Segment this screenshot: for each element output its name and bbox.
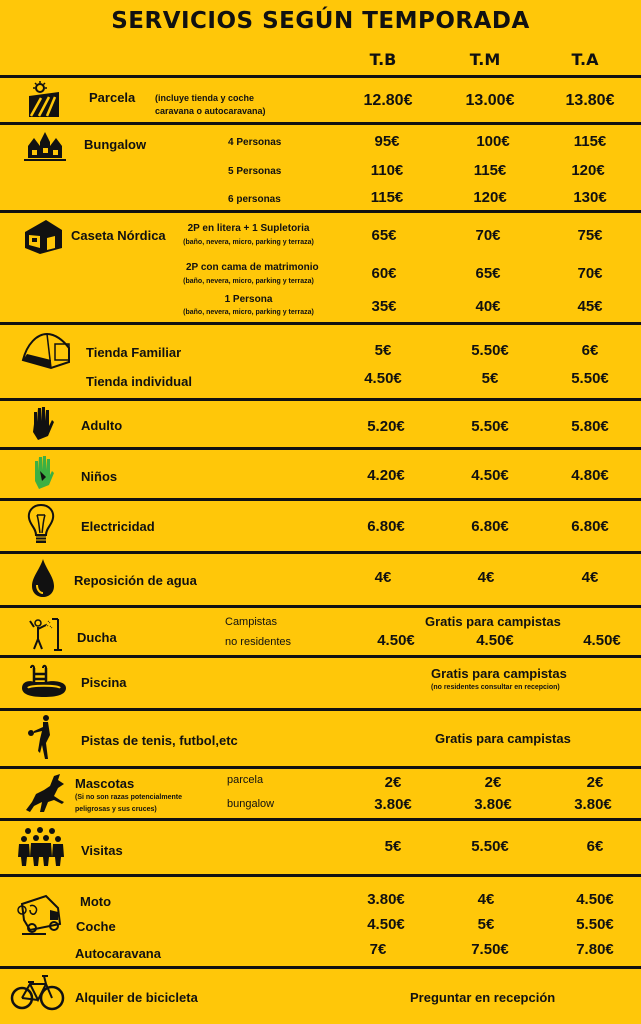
- price-tm: 6.80€: [471, 518, 509, 535]
- service-note: peligrosas y sus cruces): [75, 806, 157, 813]
- price-tb: 4.50€: [377, 632, 415, 649]
- price-tm: 7.50€: [471, 941, 509, 958]
- shower-icon: [28, 617, 64, 651]
- service-name: Adulto: [81, 418, 123, 433]
- vehicles-icon: [16, 890, 68, 936]
- price-tm: 5.50€: [471, 418, 509, 435]
- free-text: Gratis para campistas: [425, 614, 561, 629]
- price-tb: 4.50€: [364, 370, 402, 387]
- divider: [0, 210, 641, 213]
- price-ta: 6€: [586, 838, 604, 855]
- price-tm: 70€: [475, 227, 501, 244]
- price-tm: 4€: [477, 891, 495, 908]
- price-ta: 75€: [577, 227, 603, 244]
- divider: [0, 874, 641, 877]
- kid-hand-icon: [32, 455, 54, 491]
- service-name: Ducha: [77, 630, 117, 645]
- divider: [0, 447, 641, 450]
- price-ta: 6.80€: [571, 518, 609, 535]
- price-tb: 6.80€: [367, 518, 405, 535]
- divider: [0, 766, 641, 769]
- bungalow-icon: [24, 128, 66, 162]
- price-ta: 120€: [571, 162, 605, 179]
- service-name: Caseta Nórdica: [71, 228, 166, 243]
- service-name: Mascotas: [75, 776, 135, 791]
- price-tm: 65€: [475, 265, 501, 282]
- price-tm: 3.80€: [474, 796, 512, 813]
- house-icon: [22, 218, 66, 256]
- divider: [0, 818, 641, 821]
- price-tm: 4€: [477, 569, 495, 586]
- option-label: 2P con cama de matrimonio: [186, 262, 319, 273]
- service-name: Niños: [81, 469, 118, 484]
- price-ta: 4€: [581, 569, 599, 586]
- divider: [0, 398, 641, 401]
- price-tb: 110€: [370, 162, 404, 179]
- price-ta: 130€: [573, 189, 607, 206]
- water-drop-icon: [30, 557, 56, 599]
- service-note: (incluye tienda y coche: [155, 93, 255, 103]
- price-tb: 35€: [371, 298, 397, 315]
- option-label: Moto: [80, 894, 112, 909]
- option-label: Tienda Familiar: [86, 345, 182, 360]
- option-note: (baño, nevera, micro, parking y terraza): [183, 239, 314, 246]
- price-tm: 5€: [481, 370, 499, 387]
- price-tb: 7€: [369, 941, 387, 958]
- option-label: Autocaravana: [75, 946, 161, 961]
- option-label: 5 Personas: [228, 166, 282, 177]
- price-tm: 2€: [484, 774, 502, 791]
- divider: [0, 708, 641, 711]
- option-label: 6 personas: [228, 194, 281, 205]
- price-tb: 12.80€: [363, 92, 413, 109]
- people-group-icon: [16, 825, 64, 867]
- price-ta: 6€: [581, 342, 599, 359]
- service-name: Electricidad: [81, 519, 155, 534]
- price-tb: 4.50€: [367, 916, 405, 933]
- price-tm: 40€: [475, 298, 501, 315]
- price-ta: 4.50€: [576, 891, 614, 908]
- price-tm: 13.00€: [465, 92, 515, 109]
- free-text: Gratis para campistas: [435, 731, 571, 746]
- divider: [0, 966, 641, 969]
- option-label: Campistas: [225, 616, 277, 628]
- dog-icon: [24, 772, 68, 814]
- price-ta: 5.50€: [576, 916, 614, 933]
- price-ta: 2€: [586, 774, 604, 791]
- price-ta: 4.50€: [583, 632, 621, 649]
- option-note: (baño, nevera, micro, parking y terraza): [183, 309, 314, 316]
- price-tb: 4€: [374, 569, 392, 586]
- price-tm: 4.50€: [471, 467, 509, 484]
- free-text: Gratis para campistas: [431, 666, 567, 681]
- field-sun-icon: [27, 80, 61, 118]
- option-note: (baño, nevera, micro, parking y terraza): [183, 278, 314, 285]
- price-tb: 5€: [384, 838, 402, 855]
- divider: [0, 498, 641, 501]
- option-label: 2P en litera + 1 Supletoria: [187, 223, 310, 234]
- price-tb: 60€: [371, 265, 397, 282]
- option-label: 1 Persona: [224, 294, 273, 305]
- divider: [0, 322, 641, 325]
- option-label: bungalow: [227, 798, 275, 810]
- service-name: Parcela: [89, 90, 136, 105]
- price-tb: 5€: [374, 342, 392, 359]
- option-label: parcela: [227, 774, 264, 786]
- price-tb: 5.20€: [367, 418, 405, 435]
- price-tb: 95€: [374, 133, 400, 150]
- divider: [0, 655, 641, 658]
- price-tb: 3.80€: [374, 796, 412, 813]
- price-ta: 4.80€: [571, 467, 609, 484]
- price-tb: 4.20€: [367, 467, 405, 484]
- light-bulb-icon: [26, 503, 56, 547]
- price-tm: 100€: [476, 133, 510, 150]
- page-title: SERVICIOS SEGÚN TEMPORADA: [111, 8, 530, 34]
- price-tm: 120€: [473, 189, 507, 206]
- price-ta: 115€: [573, 133, 607, 150]
- price-tm: 5.50€: [471, 838, 509, 855]
- column-header-tm: T.M: [469, 50, 501, 69]
- service-name: Piscina: [81, 675, 127, 690]
- service-name: Bungalow: [84, 137, 147, 152]
- divider: [0, 551, 641, 554]
- price-tm: 5€: [477, 916, 495, 933]
- service-name: Visitas: [81, 843, 123, 858]
- service-note: (Si no son razas potencialmente: [75, 794, 182, 801]
- option-label: no residentes: [225, 636, 292, 648]
- hand-icon: [30, 406, 54, 442]
- price-ta: 45€: [577, 298, 603, 315]
- price-tb: 115€: [370, 189, 404, 206]
- column-header-tb: T.B: [369, 50, 397, 69]
- price-ta: 5.50€: [571, 370, 609, 387]
- price-tm: 4.50€: [476, 632, 514, 649]
- price-tm: 5.50€: [471, 342, 509, 359]
- free-note: (no residentes consultar en recepcion): [431, 684, 560, 691]
- price-tb: 2€: [384, 774, 402, 791]
- price-ta: 13.80€: [565, 92, 615, 109]
- price-ta: 5.80€: [571, 418, 609, 435]
- price-tb: 3.80€: [367, 891, 405, 908]
- price-tb: 65€: [371, 227, 397, 244]
- price-ta: 70€: [577, 265, 603, 282]
- service-name: Pistas de tenis, futbol,etc: [81, 733, 238, 748]
- service-note: Preguntar en recepción: [410, 990, 556, 1005]
- service-name: Alquiler de bicicleta: [75, 990, 198, 1005]
- price-ta: 7.80€: [576, 941, 614, 958]
- column-header-ta: T.A: [571, 50, 599, 69]
- bicycle-icon: [10, 972, 66, 1012]
- divider: [0, 122, 641, 125]
- price-ta: 3.80€: [574, 796, 612, 813]
- service-name: Reposición de agua: [74, 573, 197, 588]
- service-note: caravana o autocaravana): [155, 106, 266, 116]
- tennis-player-icon: [26, 713, 54, 763]
- option-label: 4 Personas: [228, 137, 282, 148]
- divider: [0, 75, 641, 78]
- pool-icon: [20, 664, 68, 698]
- tent-icon: [21, 330, 73, 370]
- divider: [0, 605, 641, 608]
- price-tm: 115€: [473, 162, 507, 179]
- option-label: Tienda individual: [86, 374, 192, 389]
- option-label: Coche: [76, 919, 116, 934]
